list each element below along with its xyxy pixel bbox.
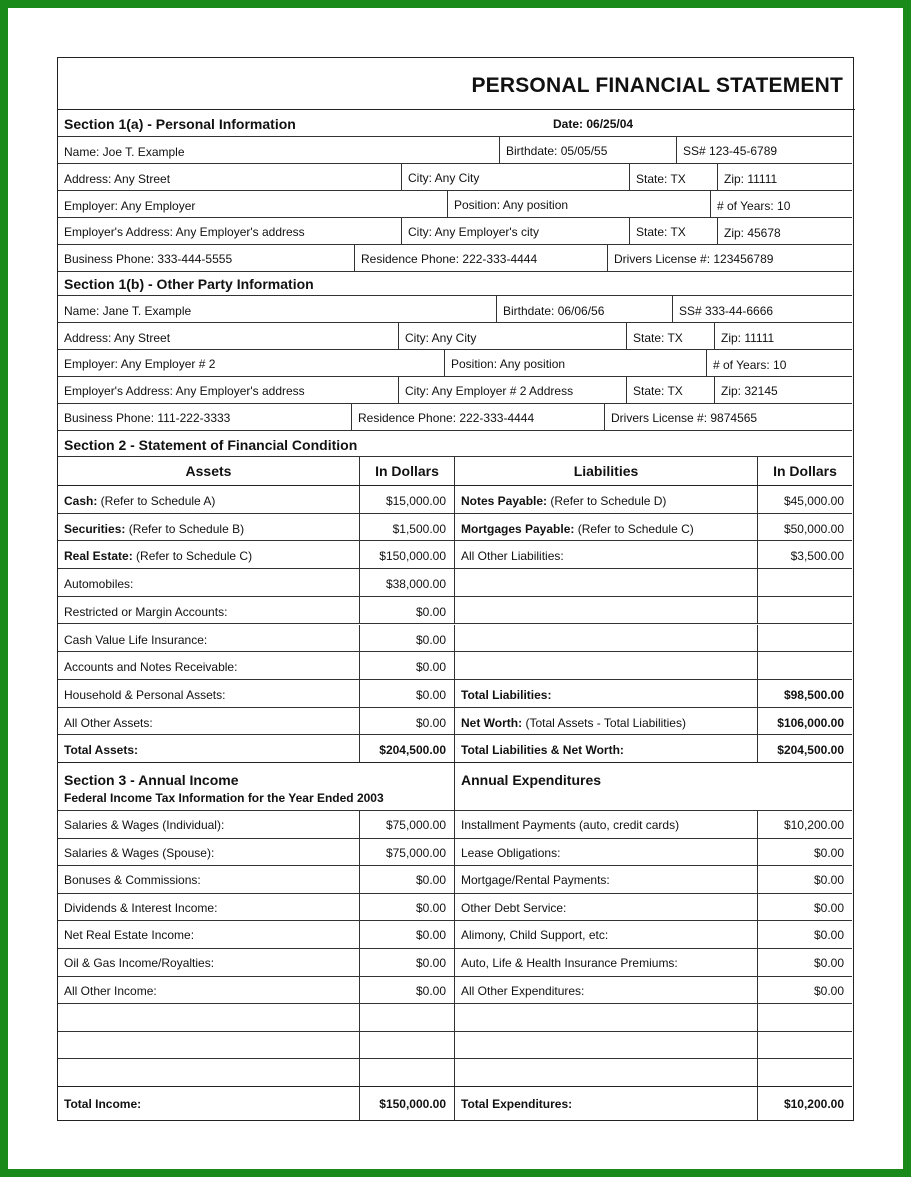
income-value: $0.00: [415, 956, 446, 970]
income-value-cell[interactable]: [359, 921, 454, 948]
statement-date: Date: 06/25/04: [553, 117, 634, 131]
section1b-header: [58, 272, 852, 296]
income-label: Oil & Gas Income/Royalties:: [64, 956, 215, 970]
liabilities-col-header: [454, 457, 757, 485]
other-ss-label: SS# 333-44-6666: [679, 304, 774, 318]
asset-value-cell[interactable]: [359, 514, 454, 541]
other-ss-field[interactable]: [672, 296, 852, 322]
section2-heading: Section 2 - Statement of Financial Condition: [64, 437, 358, 453]
asset-label: [64, 688, 225, 702]
asset-value-cell[interactable]: [359, 569, 454, 596]
liability-value-cell[interactable]: [757, 569, 852, 596]
section1b-row-employer: [58, 350, 852, 377]
other-city-label: City: Any City: [405, 331, 477, 345]
income-label-cell: [58, 949, 359, 976]
asset-value: $0.00: [415, 715, 446, 730]
section1a-heading: Section 1(a) - Personal Information: [64, 116, 296, 132]
other-drivers-license-field[interactable]: [604, 404, 852, 430]
liability-label-cell: [454, 514, 757, 541]
asset-value-cell[interactable]: [359, 680, 454, 707]
liability-label-cell: [454, 708, 757, 735]
emp-address-field[interactable]: [58, 218, 401, 244]
income-value: $75,000.00: [385, 818, 446, 832]
liability-label: [461, 743, 624, 757]
income-value-cell[interactable]: [359, 1059, 454, 1086]
emp-zip-field[interactable]: [717, 218, 852, 244]
liability-label: [461, 549, 564, 563]
other-position-field[interactable]: [444, 350, 706, 376]
income-expenditure-row: [58, 1032, 852, 1060]
asset-value-cell[interactable]: [359, 708, 454, 735]
zip-label: Zip: 11111: [724, 172, 778, 186]
income-label: Bonuses & Commissions:: [64, 873, 201, 888]
asset-value: $204,500.00: [379, 743, 446, 758]
asset-label: [64, 549, 252, 563]
income-expenditure-row: [58, 921, 852, 949]
total-exp-label-cell: [454, 1087, 757, 1120]
expenditure-value-cell[interactable]: [757, 1059, 852, 1086]
section1b-row-phones: [58, 404, 852, 431]
total-income-label: Total Income:: [64, 1097, 142, 1111]
birthdate-label: Birthdate: 05/05/55: [506, 144, 608, 158]
asset-label-cell: [58, 708, 359, 735]
income-value: $0.00: [415, 928, 446, 943]
asset-label-text: Restricted or Margin Accounts:: [64, 604, 228, 619]
expenditure-label: Other Debt Service:: [461, 900, 567, 915]
income-label-cell: [58, 1004, 359, 1031]
section1a-header: [58, 110, 852, 137]
other-position-label: Position: Any position: [451, 357, 566, 371]
expenditure-value-cell[interactable]: [757, 949, 852, 976]
total-income-value-cell[interactable]: [359, 1087, 454, 1120]
liability-value-cell[interactable]: [757, 541, 852, 568]
expenditure-value-cell[interactable]: [757, 1004, 852, 1031]
liability-label: [461, 716, 686, 730]
asset-label: [64, 660, 237, 674]
liability-label-cell: [454, 597, 757, 624]
income-label-cell: [58, 921, 359, 948]
income-value-cell[interactable]: [359, 977, 454, 1004]
drivers-license-field[interactable]: [607, 245, 852, 271]
asset-value: $15,000.00: [385, 494, 446, 508]
liability-label: [461, 522, 694, 536]
liability-value: $106,000.00: [777, 715, 844, 730]
asset-liability-row: [58, 652, 852, 680]
other-emp-zip-field[interactable]: [714, 377, 852, 403]
income-value-cell[interactable]: [359, 811, 454, 838]
income-expenditure-row: [58, 949, 852, 977]
asset-label: [64, 494, 215, 508]
liability-value-cell[interactable]: [757, 652, 852, 679]
expenditure-label: Installment Payments (auto, credit cards): [461, 818, 680, 832]
liability-label-text: (Total Assets - Total Liabilities): [522, 715, 686, 730]
income-value: $75,000.00: [385, 845, 446, 860]
asset-value-cell[interactable]: [359, 652, 454, 679]
income-header: [58, 763, 454, 810]
emp-city-field[interactable]: [401, 218, 629, 244]
asset-value-cell[interactable]: [359, 541, 454, 568]
liability-value-cell[interactable]: [757, 597, 852, 624]
liabilities-dollars-col-header: [757, 457, 852, 485]
income-label: Salaries & Wages (Individual):: [64, 818, 225, 832]
income-value-cell[interactable]: [359, 949, 454, 976]
asset-label-text: Accounts and Notes Receivable:: [64, 660, 238, 675]
asset-value: $0.00: [415, 687, 446, 702]
expenditure-value: $0.00: [813, 928, 844, 943]
assets-dollars-label: In Dollars: [375, 463, 439, 479]
income-expenditure-row: [58, 894, 852, 922]
expenditures-header: [454, 763, 852, 810]
business-phone-field[interactable]: [58, 245, 354, 271]
asset-label-cell: [58, 514, 359, 541]
asset-label: [64, 716, 153, 730]
liability-label-bold: Total Liabilities & Net Worth:: [461, 743, 624, 758]
other-emp-city-field[interactable]: [398, 377, 626, 403]
liability-label-bold: Mortgages Payable:: [461, 521, 575, 536]
asset-value-cell[interactable]: [359, 735, 454, 762]
expenditure-label-cell: [454, 921, 757, 948]
asset-label-cell: [58, 735, 359, 762]
section1a-row-employer: [58, 191, 852, 218]
income-value-cell[interactable]: [359, 1004, 454, 1031]
liability-label-cell: [454, 735, 757, 762]
income-label-cell: [58, 811, 359, 838]
asset-value: $38,000.00: [385, 577, 446, 592]
expenditure-value-cell[interactable]: [757, 866, 852, 893]
income-value-cell[interactable]: [359, 894, 454, 921]
asset-value: $0.00: [415, 632, 446, 647]
asset-label-text: (Refer to Schedule B): [125, 521, 245, 536]
asset-label-cell: [58, 541, 359, 568]
expenditure-value: $0.00: [813, 845, 844, 860]
section3-header: [58, 763, 852, 811]
asset-value: $0.00: [415, 660, 446, 675]
total-exp-label: Total Expenditures:: [461, 1097, 573, 1111]
total-income-value: $150,000.00: [379, 1097, 446, 1111]
expenditures-heading: Annual Expenditures: [461, 772, 602, 788]
state-label: State: TX: [636, 172, 686, 186]
other-zip-label: Zip: 11111: [721, 331, 775, 345]
ss-label: SS# 123-45-6789: [683, 144, 778, 158]
income-value-cell[interactable]: [359, 1032, 454, 1059]
liability-label-text: (Refer to Schedule D): [547, 494, 667, 508]
section1b-heading: Section 1(b) - Other Party Information: [64, 276, 314, 292]
asset-label-cell: [58, 597, 359, 624]
other-residence-phone-label: Residence Phone: 222-333-4444: [358, 411, 535, 425]
asset-liability-row: [58, 597, 852, 625]
title-bar: [58, 58, 855, 110]
asset-liability-row: [58, 569, 852, 597]
position-label: Position: Any position: [454, 198, 569, 212]
expenditure-label-cell: [454, 1059, 757, 1086]
expenditure-value-cell[interactable]: [757, 894, 852, 921]
liability-label: [461, 688, 551, 702]
ss-field[interactable]: [676, 137, 852, 163]
expenditure-label: Lease Obligations:: [461, 845, 561, 860]
residence-phone-label: Residence Phone: 222-333-4444: [361, 252, 538, 266]
financial-statement-form: [57, 57, 854, 1121]
asset-label: [64, 633, 207, 647]
expenditure-label-cell: [454, 811, 757, 838]
liability-value-cell[interactable]: [757, 680, 852, 707]
name-field[interactable]: [58, 137, 499, 163]
asset-label-bold: Cash:: [64, 494, 98, 508]
emp-zip-label: Zip: 45678: [724, 226, 781, 240]
other-emp-city-label: City: Any Employer # 2 Address: [405, 384, 574, 398]
address-field[interactable]: [58, 164, 401, 190]
total-exp-value: $10,200.00: [783, 1097, 844, 1111]
other-name-field[interactable]: [58, 296, 496, 322]
asset-label: [64, 522, 244, 536]
expenditure-label: Auto, Life & Health Insurance Premiums:: [461, 956, 678, 970]
income-expenditure-row: [58, 839, 852, 867]
section3-subheading: Federal Income Tax Information for the Year Ended 2003: [64, 791, 384, 805]
business-phone-label: Business Phone: 333-444-5555: [64, 252, 233, 266]
liability-value-cell[interactable]: [757, 735, 852, 762]
state-field[interactable]: [629, 164, 717, 190]
asset-liability-row: [58, 680, 852, 708]
other-emp-address-label: Employer's Address: Any Employer's address: [64, 384, 305, 398]
liability-label-bold: Net Worth:: [461, 715, 523, 730]
address-label: Address: Any Street: [64, 172, 171, 186]
employer-label: Employer: Any Employer: [64, 199, 196, 213]
assets-col-label: Assets: [185, 463, 232, 479]
asset-label-cell: [58, 652, 359, 679]
expenditure-value: $0.00: [813, 956, 844, 970]
income-expenditure-row: [58, 977, 852, 1005]
other-city-field[interactable]: [398, 323, 626, 349]
liability-value: $50,000.00: [783, 521, 844, 536]
asset-liability-row: [58, 514, 852, 542]
income-label-cell: [58, 839, 359, 866]
total-income-label-cell: [58, 1087, 359, 1120]
employer-field[interactable]: [58, 191, 447, 217]
asset-liability-row: [58, 708, 852, 736]
liability-label: [461, 494, 666, 508]
liabilities-col-label: Liabilities: [573, 463, 639, 479]
income-expenditure-row: [58, 811, 852, 839]
asset-liability-row: [58, 735, 852, 763]
liability-label-bold: Total Liabilities:: [461, 687, 552, 702]
liability-value: $204,500.00: [777, 743, 844, 758]
section1b-row-name: [58, 296, 852, 323]
other-address-label: Address: Any Street: [64, 331, 171, 345]
income-label: Salaries & Wages (Spouse):: [64, 845, 215, 860]
liability-label-text: All Other Liabilities:: [461, 549, 564, 564]
liability-label-cell: [454, 569, 757, 596]
section2-column-headers: [58, 457, 852, 486]
assets-col-header: [58, 457, 359, 485]
liabilities-dollars-label: In Dollars: [773, 463, 837, 479]
section1b-row-address: [58, 323, 852, 350]
expenditure-value: $0.00: [813, 900, 844, 915]
other-address-field[interactable]: [58, 323, 398, 349]
years-field[interactable]: [710, 191, 852, 217]
asset-label-text: All Other Assets:: [64, 715, 153, 730]
position-field[interactable]: [447, 191, 710, 217]
liability-value-cell[interactable]: [757, 625, 852, 652]
other-emp-state-field[interactable]: [626, 377, 714, 403]
section1a-row-name: [58, 137, 852, 164]
expenditure-label: Mortgage/Rental Payments:: [461, 873, 610, 888]
other-emp-zip-label: Zip: 32145: [721, 384, 778, 398]
expenditure-value: $0.00: [813, 983, 844, 998]
expenditure-value-cell[interactable]: [757, 921, 852, 948]
asset-value: $0.00: [415, 604, 446, 619]
section1a-row-emp-address: [58, 218, 852, 245]
income-label-cell: [58, 1032, 359, 1059]
liability-value-cell[interactable]: [757, 486, 852, 513]
expenditure-value-cell[interactable]: [757, 1032, 852, 1059]
asset-label-text: Cash Value Life Insurance:: [64, 632, 208, 647]
income-label-cell: [58, 1059, 359, 1086]
city-label: City: Any City: [408, 171, 480, 185]
liability-label-bold: Notes Payable:: [461, 494, 548, 508]
liability-value: $45,000.00: [783, 494, 844, 508]
income-expenditure-row: [58, 866, 852, 894]
income-value: $0.00: [415, 873, 446, 888]
emp-city-label: City: Any Employer's city: [408, 225, 539, 239]
asset-label-bold: Real Estate:: [64, 549, 133, 564]
asset-value: $150,000.00: [379, 549, 446, 564]
expenditure-value-cell[interactable]: [757, 811, 852, 838]
asset-label-bold: Securities:: [64, 521, 126, 536]
asset-liability-row: [58, 625, 852, 653]
drivers-license-label: Drivers License #: 123456789: [614, 252, 774, 266]
expenditure-label-cell: [454, 1004, 757, 1031]
asset-label-cell: [58, 569, 359, 596]
page-title: PERSONAL FINANCIAL STATEMENT: [471, 74, 843, 97]
other-state-label: State: TX: [633, 331, 683, 345]
liability-value-cell[interactable]: [757, 708, 852, 735]
expenditure-label: Alimony, Child Support, etc:: [461, 928, 609, 943]
asset-label-text: (Refer to Schedule A): [97, 494, 216, 508]
income-label-cell: [58, 866, 359, 893]
emp-state-label: State: TX: [636, 225, 686, 239]
income-value: $0.00: [415, 983, 446, 998]
section1b-row-emp-address: [58, 377, 852, 404]
asset-label-bold: Total Assets:: [64, 743, 139, 758]
liability-label-text: (Refer to Schedule C): [574, 521, 694, 536]
city-field[interactable]: [401, 164, 629, 190]
asset-value-cell[interactable]: [359, 625, 454, 652]
emp-state-field[interactable]: [629, 218, 717, 244]
other-state-field[interactable]: [626, 323, 714, 349]
residence-phone-field[interactable]: [354, 245, 607, 271]
other-zip-field[interactable]: [714, 323, 852, 349]
birthdate-field[interactable]: [499, 137, 676, 163]
total-exp-value-cell[interactable]: [757, 1087, 852, 1120]
income-label: Dividends & Interest Income:: [64, 900, 218, 915]
expenditure-value-cell[interactable]: [757, 839, 852, 866]
liability-label-cell: [454, 486, 757, 513]
other-business-phone-label: Business Phone: 111-222-3333: [64, 411, 231, 425]
other-employer-field[interactable]: [58, 350, 444, 376]
income-expenditure-row: [58, 1059, 852, 1087]
income-value-cell[interactable]: [359, 866, 454, 893]
name-label: Name: Joe T. Example: [64, 145, 185, 159]
income-value-cell[interactable]: [359, 839, 454, 866]
asset-label-cell: [58, 625, 359, 652]
section1a-row-phones: [58, 245, 852, 272]
asset-value-cell[interactable]: [359, 597, 454, 624]
asset-label-cell: [58, 680, 359, 707]
expenditure-label-cell: [454, 949, 757, 976]
liability-label-cell: [454, 541, 757, 568]
expenditure-value: $0.00: [813, 873, 844, 888]
other-years-field[interactable]: [706, 350, 852, 376]
other-business-phone-field[interactable]: [58, 404, 351, 430]
emp-address-label: Employer's Address: Any Employer's address: [64, 225, 305, 239]
years-label: # of Years: 10: [717, 199, 791, 213]
expenditure-label-cell: [454, 894, 757, 921]
income-value: $0.00: [415, 900, 446, 915]
income-label-cell: [58, 894, 359, 921]
income-label: All Other Income:: [64, 983, 157, 998]
other-birthdate-label: Birthdate: 06/06/56: [503, 304, 605, 318]
asset-label-text: Household & Personal Assets:: [64, 687, 226, 702]
other-birthdate-field[interactable]: [496, 296, 672, 322]
other-years-label: # of Years: 10: [713, 358, 787, 372]
other-emp-state-label: State: TX: [633, 384, 683, 398]
other-residence-phone-field[interactable]: [351, 404, 604, 430]
liability-label-cell: [454, 652, 757, 679]
zip-field[interactable]: [717, 164, 852, 190]
other-emp-address-field[interactable]: [58, 377, 398, 403]
liability-value: $3,500.00: [790, 549, 844, 564]
liability-value-cell[interactable]: [757, 514, 852, 541]
expenditure-label-cell: [454, 866, 757, 893]
asset-liability-row: [58, 541, 852, 569]
asset-label: [64, 743, 138, 757]
section3-heading: Section 3 - Annual Income: [64, 772, 239, 788]
expenditure-label-cell: [454, 839, 757, 866]
section3-totals-row: [58, 1087, 852, 1120]
expenditure-value-cell[interactable]: [757, 977, 852, 1004]
expenditure-value: $10,200.00: [783, 818, 844, 832]
assets-dollars-col-header: [359, 457, 454, 485]
income-label: Net Real Estate Income:: [64, 928, 195, 943]
section2-header: [58, 431, 852, 457]
asset-label-cell: [58, 486, 359, 513]
expenditure-label: All Other Expenditures:: [461, 983, 585, 998]
liability-label-cell: [454, 680, 757, 707]
asset-value: $1,500.00: [392, 521, 446, 536]
asset-label-text: Automobiles:: [64, 577, 134, 592]
asset-liability-row: [58, 486, 852, 514]
liability-label-cell: [454, 625, 757, 652]
other-name-label: Name: Jane T. Example: [64, 304, 192, 318]
other-employer-label: Employer: Any Employer # 2: [64, 357, 216, 371]
liability-value: $98,500.00: [783, 687, 844, 702]
asset-label: [64, 605, 227, 619]
expenditure-label-cell: [454, 977, 757, 1004]
other-drivers-license-label: Drivers License #: 9874565: [611, 411, 758, 425]
income-expenditure-row: [58, 1004, 852, 1032]
income-label-cell: [58, 977, 359, 1004]
section1a-row-address: [58, 164, 852, 191]
asset-label-text: (Refer to Schedule C): [132, 549, 253, 564]
expenditure-label-cell: [454, 1032, 757, 1059]
asset-value-cell[interactable]: [359, 486, 454, 513]
asset-label: [64, 577, 133, 591]
